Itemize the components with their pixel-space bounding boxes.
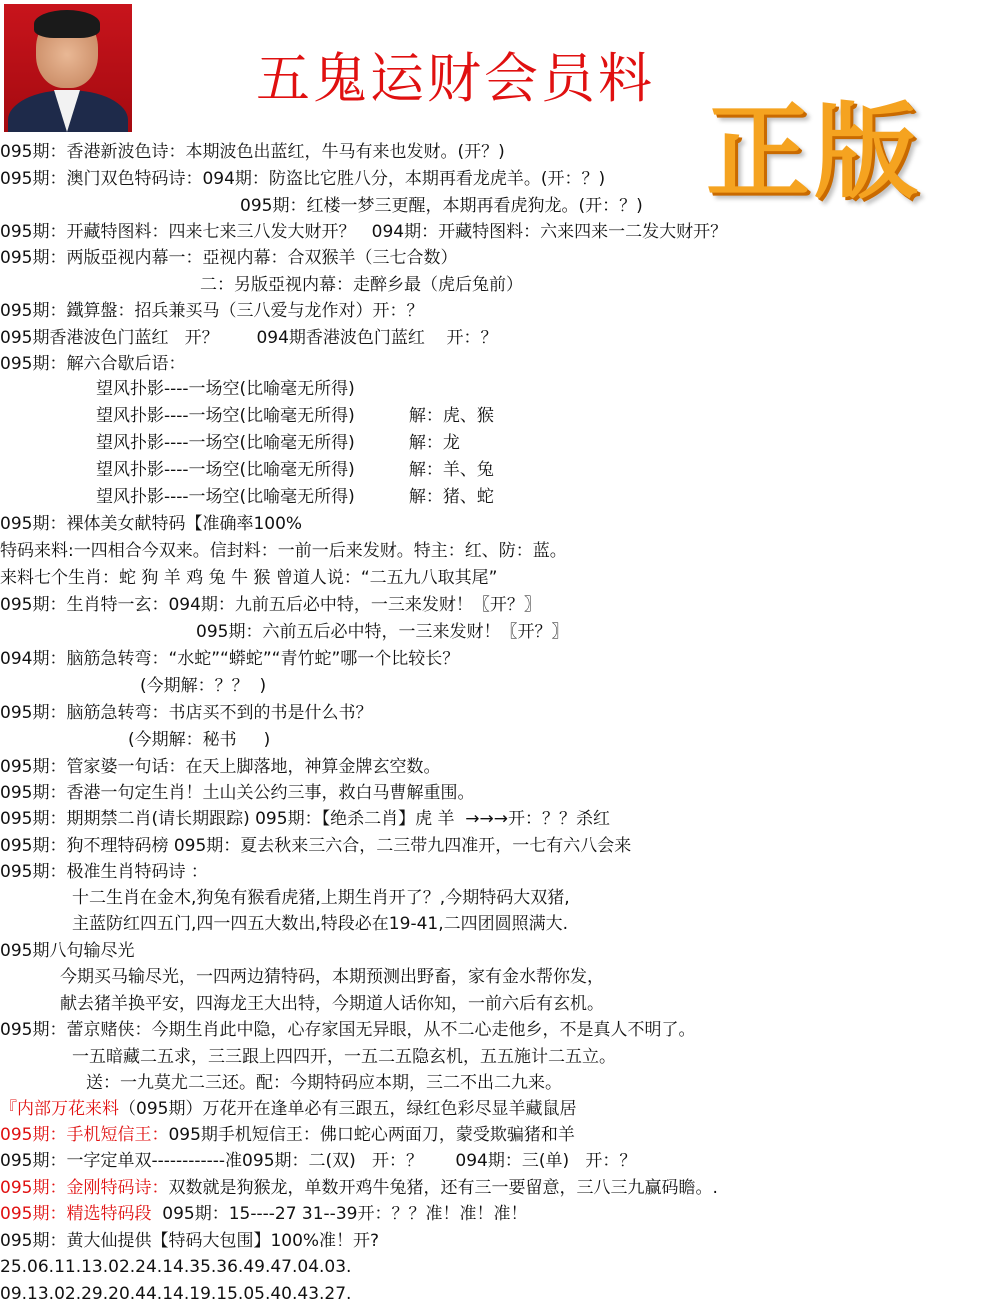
text-line: 095期：六前五后必中特，一三来发财！〖开？〗: [196, 622, 569, 642]
text-line: (今期解：？？ ): [140, 676, 267, 696]
text-line: 095期：两版亞视内幕一：亞视内幕：合双猴羊（三七合数）: [0, 248, 458, 268]
text-line: 095期：管家婆一句话：在天上脚落地，神算金牌玄空数。: [0, 757, 441, 777]
text-line: 望风扑影----一场空(比喻毫无所得): [96, 379, 355, 399]
text-line: 特码来料:一四相合今双来。信封料：一前一后来发财。特主：红、防：蓝。: [0, 541, 567, 561]
text-line: 095期：金刚特码诗：双数就是狗猴龙，单数开鸡牛兔猪，还有三一要留意，三八三九赢码瞻。.: [0, 1178, 718, 1198]
authentic-stamp: 正版: [706, 91, 923, 213]
text-line: 09.13.02.29.20.44.14.19.15.05.40.43.27.: [0, 1284, 352, 1304]
text-line: 095期八句输尽光: [0, 941, 135, 961]
portrait-hair: [34, 10, 100, 38]
text-line: 二：另版亞视内幕：走醉乡最（虎后兔前）: [200, 275, 523, 295]
text-line: 今期买马输尽光，一四两边猜特码，本期预测出野畜，家有金水帮你发，: [60, 967, 604, 987]
text-line: 095期：裸体美女献特码【准确率100%: [0, 514, 303, 534]
text-line: 095期：黄大仙提供【特码大包围】100%准！开?: [0, 1231, 380, 1251]
text-line: (今期解：秘书 ): [128, 730, 271, 750]
text-line: 095期：鐵算盤：招兵兼买马（三八爱与龙作对）开：？: [0, 301, 424, 321]
text-line: 095期：澳门双色特码诗：094期：防盗比它胜八分，本期再看龙虎羊。(开：？): [0, 169, 606, 189]
text-line: 望风扑影----一场空(比喻毫无所得) 解：羊、兔: [96, 460, 494, 480]
text-line: 来料七个生肖：蛇 狗 羊 鸡 兔 牛 猴 曾道人说：“二五九八取其尾”: [0, 568, 498, 588]
text-line: 095期：红楼一梦三更醒，本期再看虎狗龙。(开：？): [240, 196, 643, 216]
text-line: 095期：手机短信王：095期手机短信王：佛口蛇心两面刀，蒙受欺骗猪和羊: [0, 1125, 575, 1145]
text-line: 十二生肖在金木,狗兔有猴看虎猪,上期生肖开了？,今期特码大双猪,: [72, 888, 570, 908]
text-line: 献去猪羊换平安，四海龙王大出特，今期道人话你知，一前六后有玄机。: [60, 994, 604, 1014]
text-line: 095期：一字定单双------------准095期：二(双) 开：？ 094期：三(单) 开：？: [0, 1151, 637, 1171]
portrait-photo: [4, 4, 132, 132]
text-line: 095期：解六合歇后语：: [0, 354, 186, 374]
text-line: 望风扑影----一场空(比喻毫无所得) 解：猪、蛇: [96, 487, 494, 507]
text-line: 095期：香港一句定生肖！土山关公约三事，救白马曹解重围。: [0, 783, 475, 803]
text-line: 25.06.11.13.02.24.14.35.36.49.47.04.03.: [0, 1257, 352, 1277]
text-line: 095期香港波色门蓝红 开？ 094期香港波色门蓝红 开：？: [0, 328, 498, 348]
text-line: 一五暗藏二五求，三三跟上四四开，一五二五隐玄机，五五施计二五立。: [72, 1047, 616, 1067]
text-line: 095期：蕾京赌侠：今期生肖此中隐，心存家国无异眼，从不二心走他乡，不是真人不明了。: [0, 1020, 696, 1040]
page-title: 五鬼运财会员料: [256, 47, 655, 110]
text-line: 望风扑影----一场空(比喻毫无所得) 解：虎、猴: [96, 406, 494, 426]
text-line: 095期：精选特码段 095期：15----27 31--39开：？？准！准！准！: [0, 1204, 528, 1224]
text-line: 095期：开藏特图料：四来七来三八发大财开？ 094期：开藏特图料：六来四来一二发大财开？: [0, 222, 728, 242]
text-line: 095期：香港新波色诗：本期波色出蓝红，牛马有来也发财。(开？): [0, 142, 505, 162]
text-line: 095期：脑筋急转弯：书店买不到的书是什么书？: [0, 703, 373, 723]
text-line: 送：一九莫尤二三还。配：今期特码应本期，三二不出二九来。: [86, 1073, 562, 1093]
text-line: 095期：狗不理特码榜 095期：夏去秋来三六合，二三带九四准开，一七有六八会来: [0, 836, 632, 856]
text-line: 望风扑影----一场空(比喻毫无所得) 解：龙: [96, 433, 460, 453]
text-line: 『内部万花来料（095期）万花开在逢单必有三跟五，绿红色彩尽显羊藏鼠居: [0, 1099, 577, 1119]
text-line: 主蓝防红四五门,四一四五大数出,特段必在19-41,二四团圆照满大.: [72, 914, 569, 934]
text-line: 095期：极准生肖特码诗 ：: [0, 862, 208, 882]
text-line: 094期：脑筋急转弯：“水蛇”“蟒蛇”“青竹蛇”哪一个比较长？: [0, 649, 460, 669]
text-line: 095期：期期禁二肖(请长期跟踪) 095期：【绝杀二肖】虎 羊 →→→开：？？杀红: [0, 809, 611, 829]
text-line: 095期：生肖特一玄：094期：九前五后必中特，一三来发财！〖开？〗: [0, 595, 541, 615]
